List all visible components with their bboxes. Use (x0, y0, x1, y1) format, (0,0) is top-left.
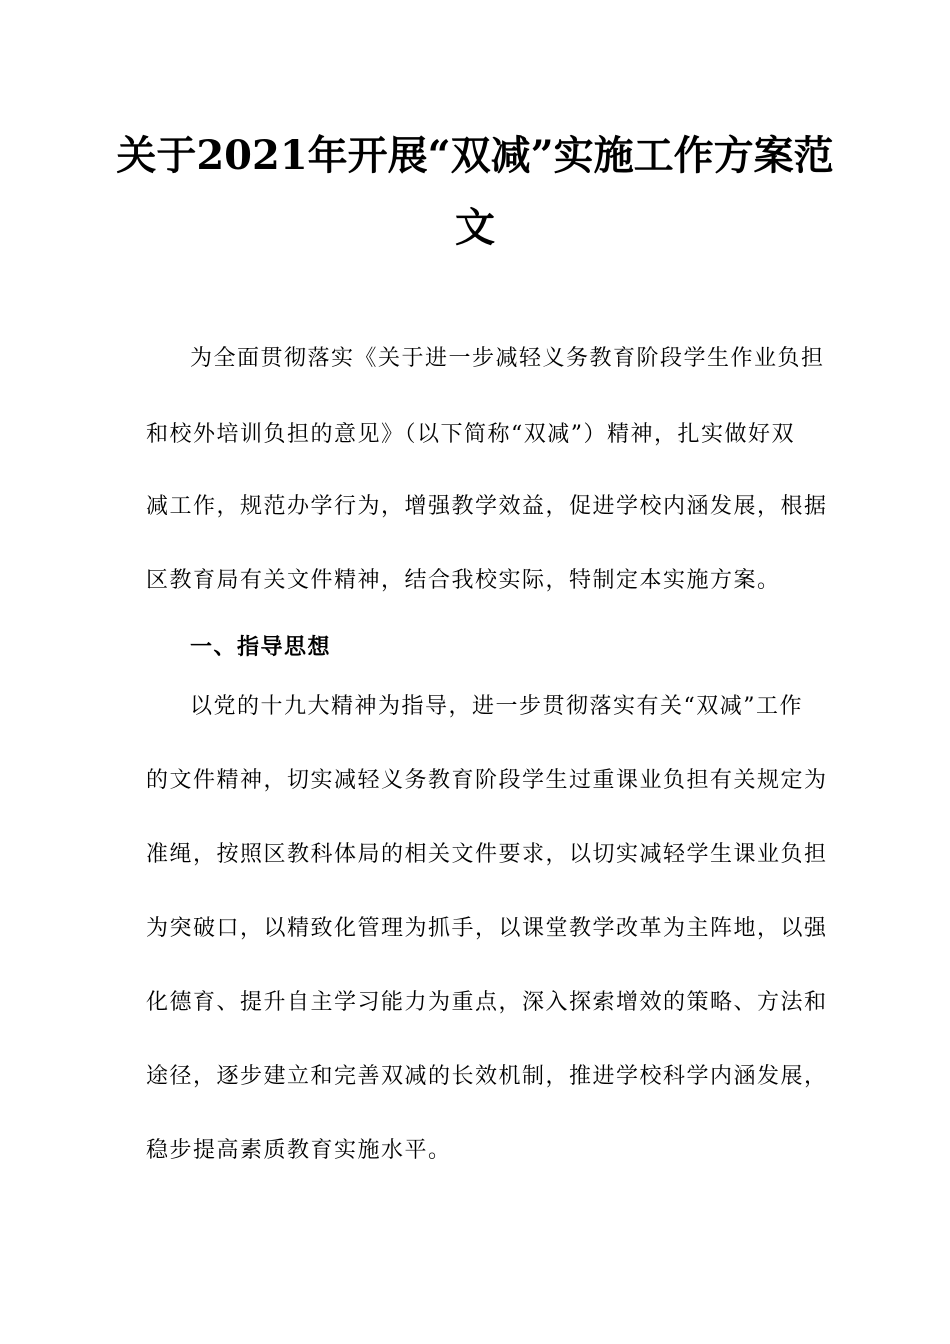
paragraph-2-line-1: 以党的十九大精神为指导，进一步贯彻落实有关“双减”工作 (190, 694, 803, 719)
paragraph-2-line-7: 稳步提高素质教育实施水平。 (146, 1138, 452, 1163)
paragraph-2-line-4: 为突破口，以精致化管理为抓手，以课堂教学改革为主阵地，以强 (146, 916, 828, 941)
section-1-heading: 一、指导思想 (190, 634, 332, 660)
paragraph-2-line-5: 化德育、提升自主学习能力为重点，深入探索增效的策略、方法和 (146, 990, 828, 1015)
document-title-line-1: 关于2021年开展“双减”实施工作方案范 (116, 132, 834, 179)
paragraph-1-line-2: 和校外培训负担的意见》（以下简称“双减”）精神，扎实做好双 (146, 422, 795, 447)
paragraph-1-line-1: 为全面贯彻落实《关于进一步减轻义务教育阶段学生作业负担 (190, 346, 825, 371)
document-title-line-2: 文 (455, 204, 495, 251)
paragraph-1-line-4: 区教育局有关文件精神，结合我校实际，特制定本实施方案。 (146, 568, 781, 593)
paragraph-2-line-2: 的文件精神，切实减轻义务教育阶段学生过重课业负担有关规定为 (146, 768, 828, 793)
paragraph-2-line-6: 途径，逐步建立和完善双减的长效机制，推进学校科学内涵发展， (146, 1064, 828, 1089)
paragraph-2-line-3: 准绳，按照区教科体局的相关文件要求，以切实减轻学生课业负担 (146, 842, 828, 867)
paragraph-1-line-3: 减工作，规范办学行为，增强教学效益，促进学校内涵发展，根据 (146, 494, 828, 519)
